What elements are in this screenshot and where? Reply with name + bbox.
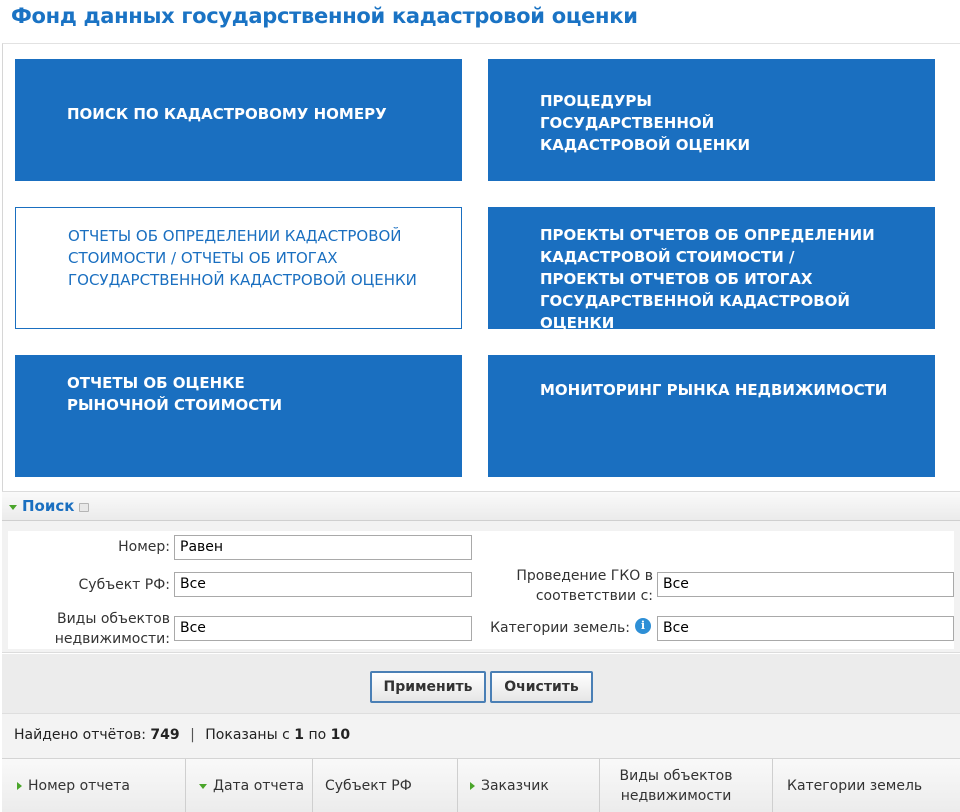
tile-label: ОТЧЕТЫ ОБ ОЦЕНКЕ РЫНОЧНОЙ СТОИМОСТИ: [67, 374, 283, 414]
results-table-header: [2, 758, 960, 812]
tile-market-value-reports[interactable]: [15, 355, 462, 477]
number-label: Номер:: [118, 539, 170, 555]
shown-from: 1: [294, 727, 304, 743]
sort-arrow-icon: [470, 782, 475, 790]
tiles-grid: [2, 43, 960, 491]
tile-label: ПОИСК ПО КАДАСТРОВОМУ НОМЕРУ: [67, 105, 387, 123]
property-types-field[interactable]: Все: [174, 616, 472, 641]
column-report-number[interactable]: Номер отчета: [2, 759, 186, 812]
info-icon[interactable]: i: [635, 618, 651, 634]
tile-label: ПРОЦЕДУРЫ ГОСУДАРСТВЕННОЙ КАДАСТРОВОЙ ОЦЕНКИ: [540, 92, 751, 154]
sort-arrow-icon: [17, 782, 22, 790]
column-customer[interactable]: Заказчик: [458, 759, 600, 812]
search-header-label: Поиск: [22, 497, 75, 515]
form-actions: [2, 654, 960, 714]
tile-label: ОТЧЕТЫ ОБ ОПРЕДЕЛЕНИИ КАДАСТРОВОЙ СТОИМОСТИ / ОТЧЕТЫ ОБ ИТОГАХ ГОСУДАРСТВЕННОЙ КАДАСТРОВОЙ ОЦЕНКИ: [68, 227, 417, 289]
shown-to: 10: [330, 727, 351, 743]
land-categories-label: Категории земель:: [490, 620, 630, 636]
tile-cadastral-number-search[interactable]: [15, 59, 462, 181]
results-count-line: Найдено отчётов: 749 | Показаны с 1 по 10: [14, 727, 351, 743]
search-panel-header[interactable]: [2, 491, 960, 521]
gko-label: Проведение ГКО в соответствии с:: [516, 568, 653, 604]
sort-arrow-icon: [199, 784, 207, 789]
tile-draft-reports[interactable]: [488, 207, 935, 332]
land-categories-field[interactable]: Все: [657, 616, 954, 641]
tile-gko-procedures[interactable]: [488, 59, 935, 181]
search-form-fields: [8, 531, 954, 649]
column-property-types[interactable]: Виды объектов недвижимости: [600, 759, 773, 812]
column-subject[interactable]: Субъект РФ: [313, 759, 458, 812]
gko-field[interactable]: Все: [657, 572, 954, 597]
subject-field[interactable]: Все: [174, 572, 472, 597]
panel-toggle-icon[interactable]: [79, 503, 89, 512]
tile-real-estate-monitoring[interactable]: [488, 355, 935, 477]
apply-button[interactable]: Применить: [370, 671, 486, 703]
property-types-label: Виды объектов недвижимости:: [54, 611, 170, 647]
found-count: 749: [150, 727, 180, 743]
number-field[interactable]: Равен: [174, 535, 472, 560]
tile-cadastral-value-reports[interactable]: [15, 207, 462, 329]
clear-button[interactable]: Очистить: [490, 671, 593, 703]
tile-label: ПРОЕКТЫ ОТЧЕТОВ ОБ ОПРЕДЕЛЕНИИ КАДАСТРОВОЙ СТОИМОСТИ / ПРОЕКТЫ ОТЧЕТОВ ОБ ИТОГАХ ГОСУДАРСТВЕННОЙ КАДАСТРОВОЙ ОЦЕНКИ: [540, 226, 875, 332]
column-land-categories[interactable]: Категории земель: [787, 778, 923, 794]
subject-label: Субъект РФ:: [78, 577, 170, 593]
column-report-date[interactable]: Дата отчета: [186, 759, 313, 812]
search-form: [2, 521, 960, 653]
collapse-triangle-icon[interactable]: [9, 505, 17, 510]
page-title: Фонд данных государственной кадастровой оценки: [11, 4, 638, 28]
results-summary: [2, 714, 960, 758]
tile-label: МОНИТОРИНГ РЫНКА НЕДВИЖИМОСТИ: [540, 381, 888, 399]
